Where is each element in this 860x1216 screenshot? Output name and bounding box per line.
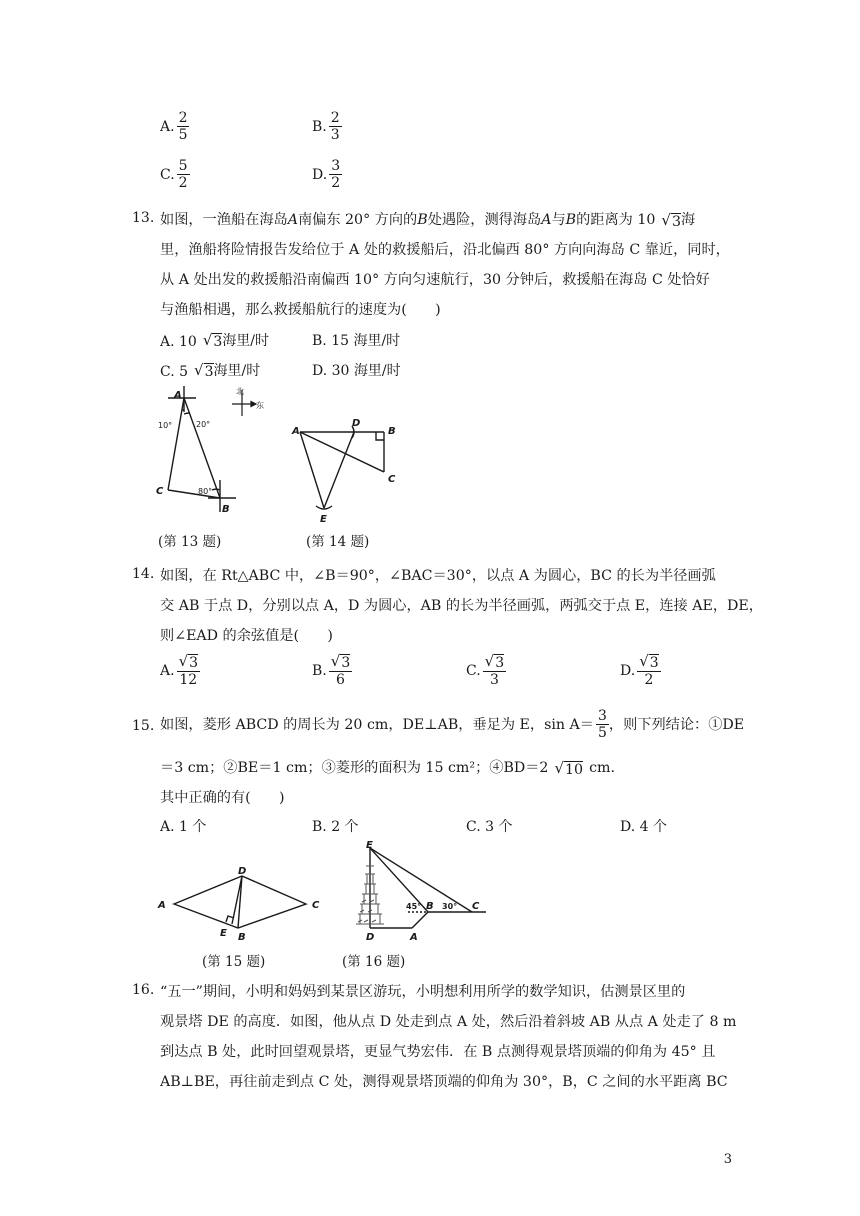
q15-label-C: C bbox=[312, 900, 320, 911]
q15-option-a: A. 1 个 bbox=[160, 819, 207, 835]
q14-line-1: 如图，在 Rt△ABC 中，∠B＝90°，∠BAC＝30°，以点 A 为圆心，BC 的长为半径画弧 bbox=[160, 568, 716, 584]
q13-north-label: 北 bbox=[236, 387, 244, 396]
q13-sqrt: √ 3 bbox=[661, 210, 682, 230]
q14-label-D: D bbox=[352, 418, 361, 429]
q15-line-1: 如图，菱形 ABCD 的周长为 20 cm，DE⊥AB，垂足为 E，sin A＝ $\frac{3}{5}$ ，则下列结论：①DE bbox=[160, 708, 745, 742]
q14-label-A: A bbox=[292, 426, 300, 437]
q16-angle-45: 45° bbox=[406, 902, 422, 911]
q15-option-c: C. 3 个 bbox=[466, 819, 513, 835]
q15-label-E: E bbox=[220, 928, 227, 939]
q12-b-fraction: $\frac{2}{3}$ bbox=[330, 110, 340, 144]
q13-line-3: 从 A 处出发的救援船沿南偏西 10° 方向匀速航行，30 分钟后，救援船在海岛 C 处恰好 bbox=[160, 272, 710, 288]
q14-option-a: A. √ 3 12 bbox=[160, 652, 199, 689]
q16-label-D: D bbox=[366, 932, 375, 943]
q14-label-E: E bbox=[320, 514, 327, 524]
q16-label-E: E bbox=[366, 840, 373, 851]
q15-line-2: ＝3 cm；②BE＝1 cm；③菱形的面积为 15 cm²；④BD＝2 √ 10 cm. bbox=[160, 758, 616, 778]
q15-label-D: D bbox=[238, 866, 247, 877]
q16-line-1: “五一”期间，小明和妈妈到某景区游玩，小明想利用所学的数学知识，估测景区里的 bbox=[160, 984, 686, 1000]
q13-option-b: B. 15 海里/时 bbox=[312, 333, 401, 349]
q14-label-B: B bbox=[388, 426, 396, 437]
q15-option-b: B. 2 个 bbox=[312, 819, 359, 835]
q16-number: 16. bbox=[132, 982, 155, 998]
page-number: 3 bbox=[723, 1152, 732, 1167]
q14-line-2: 交 AB 于点 D，分别以点 A，D 为圆心，AB 的长为半径画弧，两弧交于点 E，连接 AE，DE， bbox=[160, 598, 763, 614]
q16-label-A: A bbox=[410, 932, 418, 943]
q13-label-B: B bbox=[222, 504, 230, 515]
q15-line-3: 其中正确的有( ) bbox=[160, 790, 285, 806]
q13-angle-10: 10° bbox=[158, 421, 173, 430]
q14-option-d: D. √ 3 2 bbox=[620, 652, 659, 689]
q16-label-C: C bbox=[472, 901, 480, 912]
q13-line-1: 如图，一渔船在海岛 A 南偏东 20° 方向的 B 处遇险，测得海岛 A 与 B 的距离为 10 √ 3 海 bbox=[160, 210, 696, 230]
q14-number: 14. bbox=[132, 566, 155, 582]
q12-c-fraction: $\frac{5}{2}$ bbox=[178, 158, 188, 192]
q15-option-d: D. 4 个 bbox=[620, 819, 667, 835]
q14-figure-caption: (第 14 题) bbox=[306, 534, 370, 550]
q12-option-a: A. $\frac{2}{5}$ bbox=[160, 110, 188, 144]
q15-number: 15. bbox=[132, 718, 155, 734]
q13-option-c: C. 5 √ 3 海里/时 bbox=[160, 360, 261, 380]
q16-figure bbox=[346, 838, 496, 944]
q13-line-4: 与渔船相遇，那么救援船航行的速度为( ) bbox=[160, 302, 441, 318]
q13-east-label: 东 bbox=[256, 401, 264, 410]
q14-label-C: C bbox=[388, 474, 396, 485]
q12-option-c: C. $\frac{5}{2}$ bbox=[160, 158, 188, 192]
q13-option-d: D. 30 海里/时 bbox=[312, 363, 401, 379]
q13-option-a: A. 10 √ 3 海里/时 bbox=[160, 330, 270, 350]
q12-d-fraction: $\frac{3}{2}$ bbox=[331, 158, 341, 192]
q13-angle-20: 20° bbox=[196, 420, 211, 429]
q14-option-b: B. √ 3 6 bbox=[312, 652, 351, 689]
q13-line-2: 里，渔船将险情报告发给位于 A 处的救援船后，沿北偏西 80° 方向向海岛 C 靠近，同时， bbox=[160, 242, 730, 258]
q16-label-B: B bbox=[426, 901, 434, 912]
q16-line-4: AB⊥BE，再往前走到点 C 处，测得观景塔顶端的仰角为 30°，B，C 之间的水平距离 BC bbox=[160, 1074, 728, 1090]
q13-number: 13. bbox=[132, 210, 155, 226]
q15-sin-fraction: $\frac{3}{5}$ bbox=[597, 708, 607, 742]
q15-figure bbox=[156, 864, 326, 940]
q12-a-fraction: $\frac{2}{5}$ bbox=[178, 110, 188, 144]
q16-angle-30: 30° bbox=[442, 902, 458, 911]
q13-label-A: A bbox=[174, 390, 182, 401]
q16-line-2: 观景塔 DE 的高度．如图，他从点 D 处走到点 A 处，然后沿着斜坡 AB 从点 A 处走了 8 m bbox=[160, 1014, 737, 1030]
q12-option-d: D. $\frac{3}{2}$ bbox=[312, 158, 341, 192]
q13-angle-80: 80° bbox=[198, 487, 213, 496]
q12-option-b: B. $\frac{2}{3}$ bbox=[312, 110, 340, 144]
q14-option-c: C. √ 3 3 bbox=[466, 652, 505, 689]
q13-figure bbox=[152, 384, 272, 518]
q16-line-3: 到达点 B 处，此时回望观景塔，更显气势宏伟．在 B 点测得观景塔顶端的仰角为 45° 且 bbox=[160, 1044, 716, 1060]
q16-figure-caption: (第 16 题) bbox=[342, 954, 406, 970]
q15-label-B: B bbox=[238, 932, 246, 940]
q14-line-3: 则∠EAD 的余弦值是( ) bbox=[160, 628, 333, 644]
q13-figure-caption: (第 13 题) bbox=[158, 534, 222, 550]
q15-label-A: A bbox=[158, 900, 166, 911]
q15-figure-caption: (第 15 题) bbox=[202, 954, 266, 970]
q14-figure bbox=[290, 412, 410, 524]
q13-label-C: C bbox=[156, 486, 164, 497]
